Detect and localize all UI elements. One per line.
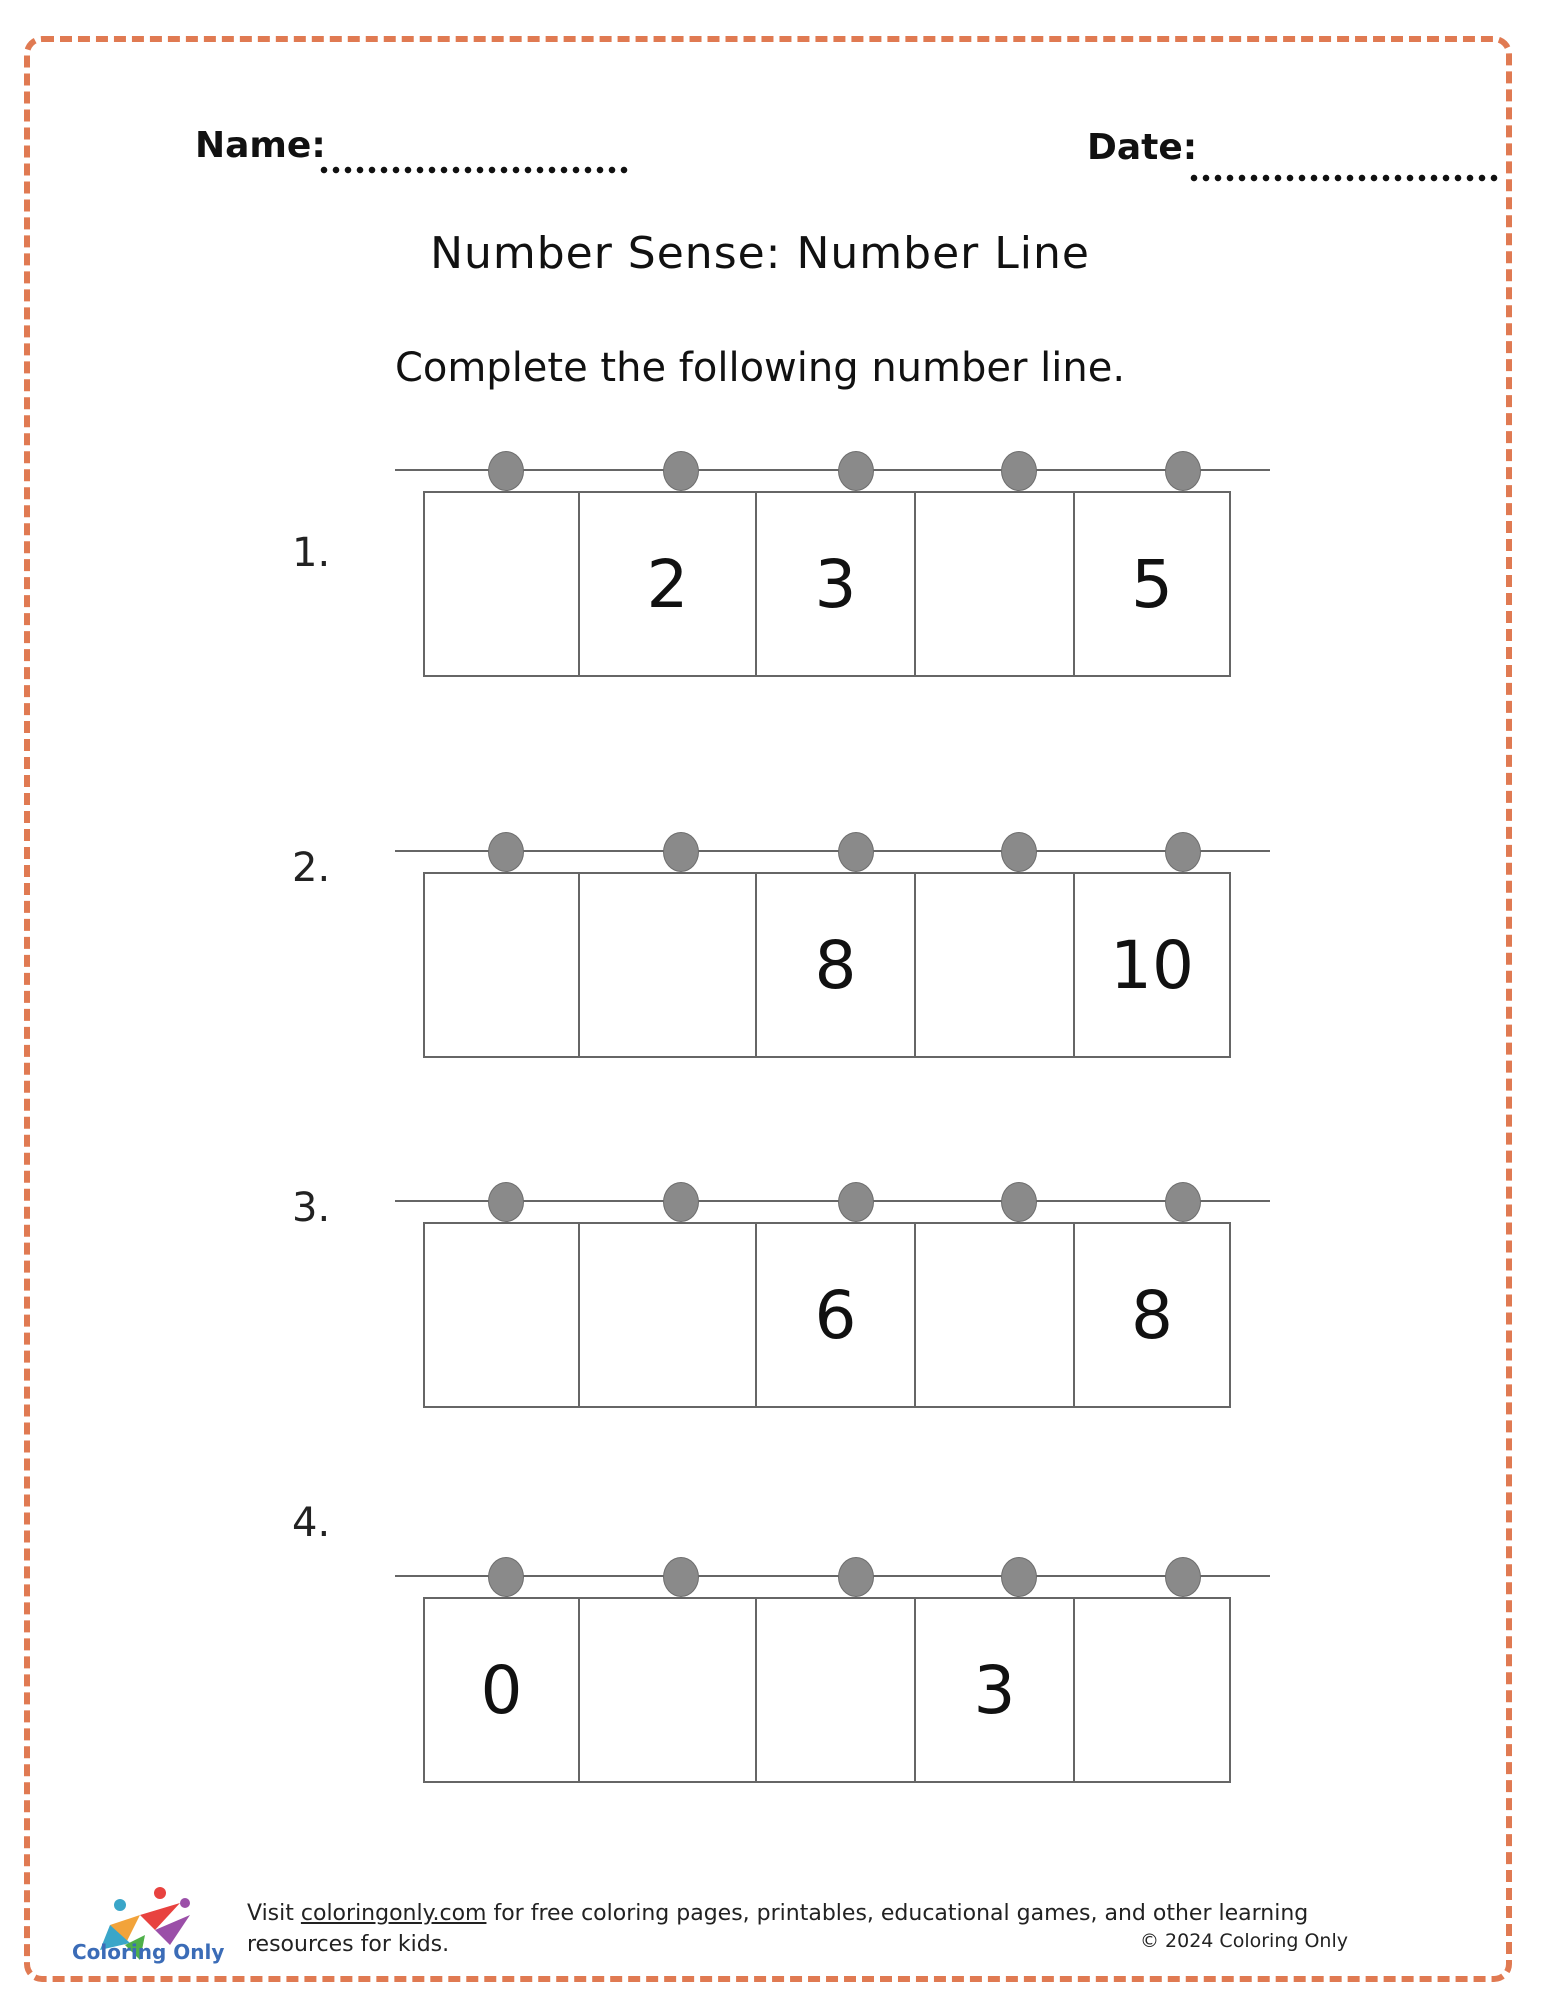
number-line-rail — [395, 469, 1270, 471]
answer-box[interactable] — [580, 874, 757, 1056]
answer-boxes — [423, 491, 1231, 677]
question-number: 1. — [292, 530, 331, 576]
footer-visit: Visit — [247, 1901, 294, 1926]
number-line — [395, 437, 1270, 677]
bead — [838, 451, 874, 491]
bead — [1165, 451, 1201, 491]
answer-boxes — [423, 1222, 1231, 1408]
answer-box[interactable]: 8 — [1131, 1276, 1173, 1354]
answer-box[interactable]: 3 — [916, 1599, 1075, 1781]
bead — [838, 832, 874, 872]
bead — [1165, 1182, 1201, 1222]
bead — [488, 1557, 524, 1597]
number-line-rail — [395, 850, 1270, 852]
question-number: 2. — [292, 845, 331, 891]
instruction-text: Complete the following number line. — [394, 345, 1126, 391]
date-field[interactable] — [1188, 174, 1498, 182]
number-line-rail — [395, 1575, 1270, 1577]
answer-box[interactable]: 5 — [1131, 545, 1173, 623]
answer-box[interactable] — [757, 1599, 916, 1781]
name-field[interactable] — [318, 166, 628, 174]
answer-box[interactable] — [1075, 1599, 1229, 1781]
copyright: © 2024 Coloring Only — [1140, 1930, 1348, 1952]
bead — [1001, 451, 1037, 491]
answer-box[interactable] — [580, 1599, 757, 1781]
number-line — [395, 1543, 1270, 1783]
question-number: 4. — [292, 1500, 331, 1546]
answer-box[interactable] — [425, 493, 580, 675]
bead — [1165, 1557, 1201, 1597]
answer-box[interactable]: 8 — [757, 874, 916, 1056]
answer-box[interactable]: 6 — [757, 1224, 916, 1406]
number-line — [395, 1168, 1270, 1408]
answer-box[interactable]: 10 — [1110, 926, 1194, 1004]
answer-box[interactable] — [425, 874, 580, 1056]
answer-box[interactable] — [425, 1224, 580, 1406]
number-line — [395, 818, 1270, 1058]
bead — [1165, 832, 1201, 872]
bead — [663, 1182, 699, 1222]
footer-description: for free coloring pages, printables, educational games, and other learning resources for kids. — [247, 1901, 1309, 1957]
answer-box[interactable]: 0 — [425, 1599, 580, 1781]
bead — [1001, 1182, 1037, 1222]
bead — [488, 832, 524, 872]
answer-box[interactable] — [916, 493, 1075, 675]
logo-text: Coloring Only — [72, 1940, 225, 1964]
bead — [838, 1182, 874, 1222]
name-label: Name: — [195, 125, 326, 166]
number-line-rail — [395, 1200, 1270, 1202]
answer-boxes — [423, 1597, 1231, 1783]
answer-box[interactable] — [916, 1224, 1075, 1406]
answer-box[interactable] — [916, 874, 1075, 1056]
answer-box[interactable] — [580, 1224, 757, 1406]
question-number: 3. — [292, 1185, 331, 1231]
bead — [1001, 1557, 1037, 1597]
bead — [488, 1182, 524, 1222]
bead — [663, 451, 699, 491]
bead — [838, 1557, 874, 1597]
page-title: Number Sense: Number Line — [430, 228, 1090, 279]
bead — [663, 1557, 699, 1597]
answer-boxes — [423, 872, 1231, 1058]
date-label: Date: — [1087, 127, 1198, 168]
answer-box[interactable]: 2 — [580, 493, 757, 675]
bead — [1001, 832, 1037, 872]
site-link[interactable]: coloringonly.com — [300, 1901, 487, 1926]
answer-box[interactable]: 3 — [757, 493, 916, 675]
bead — [663, 832, 699, 872]
bead — [488, 451, 524, 491]
